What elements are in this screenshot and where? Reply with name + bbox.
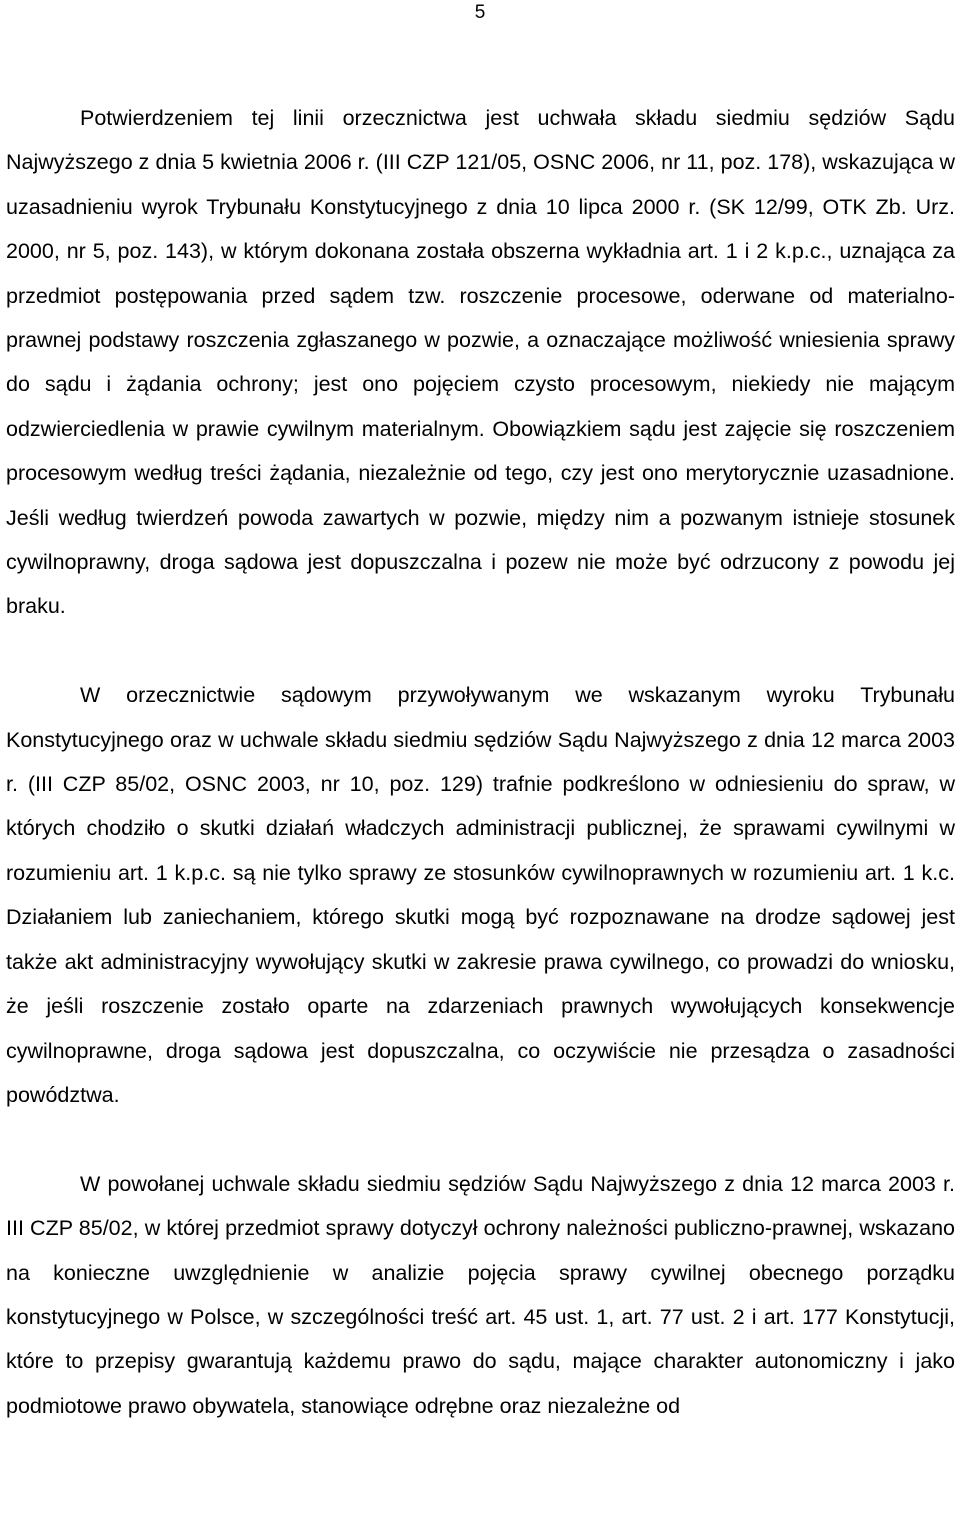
page-number: 5 [474,2,486,23]
document-body [6,96,955,1428]
paragraph-2: W orzecznictwie sądowym przywoływanym we wskazanym wyroku Trybunału Konstytucyjnego oraz w uchwale składu siedmiu sędziów Sądu Najwyższego z dnia 12 marca 2003 r. (III CZP 85/02, OSNC 2003, nr 10, poz. 129) trafnie podkreślono w odniesieniu do spraw, w których chodziło o skutki działań władczych administracji publicznej, że sprawami cywilnymi w rozumieniu art. 1 k.p.c. są nie tylko sprawy ze stosunków cywilnoprawnych w rozumieniu art. 1 k.c. Działaniem lub zaniechaniem, którego skutki mogą być rozpoznawane na drodze sądowej jest także akt administracyjny wywołujący skutki w zakresie prawa cywilnego, co prowadzi do wniosku, że jeśli roszczenie zostało oparte na zdarzeniach prawnych wywołujących konsekwencje cywilnoprawne, droga sądowa jest dopuszczalna, co oczywiście nie przesądza o zasadności powództwa. [6,683,955,1107]
paragraph-1: Potwierdzeniem tej linii orzecznictwa jest uchwała składu siedmiu sędziów Sądu Najwyższego z dnia 5 kwietnia 2006 r. (III CZP 121/05, OSNC 2006, nr 11, poz. 178), wskazująca w uzasadnieniu wyrok Trybunału Konstytucyjnego z dnia 10 lipca 2000 r. (SK 12/99, OTK Zb. Urz. 2000, nr 5, poz. 143), w którym dokonana została obszerna wykładnia art. 1 i 2 k.p.c., uznająca za przedmiot postępowania przed sądem tzw. roszczenie procesowe, oderwane od materialno-prawnej podstawy roszczenia zgłaszanego w pozwie, a oznaczające możliwość wniesienia sprawy do sądu i żądania ochrony; jest ono pojęciem czysto procesowym, niekiedy nie mającym odzwierciedlenia w prawie cywilnym materialnym. Obowiązkiem sądu jest zajęcie się roszczeniem procesowym według treści żądania, niezależnie od tego, czy jest ono merytorycznie uzasadnione. Jeśli według twierdzeń powoda zawartych w pozwie, między nim a pozwanym istnieje stosunek cywilnoprawny, droga sądowa jest dopuszczalna i pozew nie może być odrzucony z powodu jej braku. [6,106,955,619]
paragraph-3: W powołanej uchwale składu siedmiu sędziów Sądu Najwyższego z dnia 12 marca 2003 r. III CZP 85/02, w której przedmiot sprawy dotyczył ochrony należności publiczno-prawnej, wskazano na konieczne uwzględnienie w analizie pojęcia sprawy cywilnej obecnego porządku konstytucyjnego w Polsce, w szczególności treść art. 45 ust. 1, art. 77 ust. 2 i art. 177 Konstytucji, które to przepisy gwarantują każdemu prawo do sądu, mające charakter autonomiczny i jako podmiotowe prawo obywatela, stanowiące odrębne oraz niezależne od [6,1171,955,1418]
